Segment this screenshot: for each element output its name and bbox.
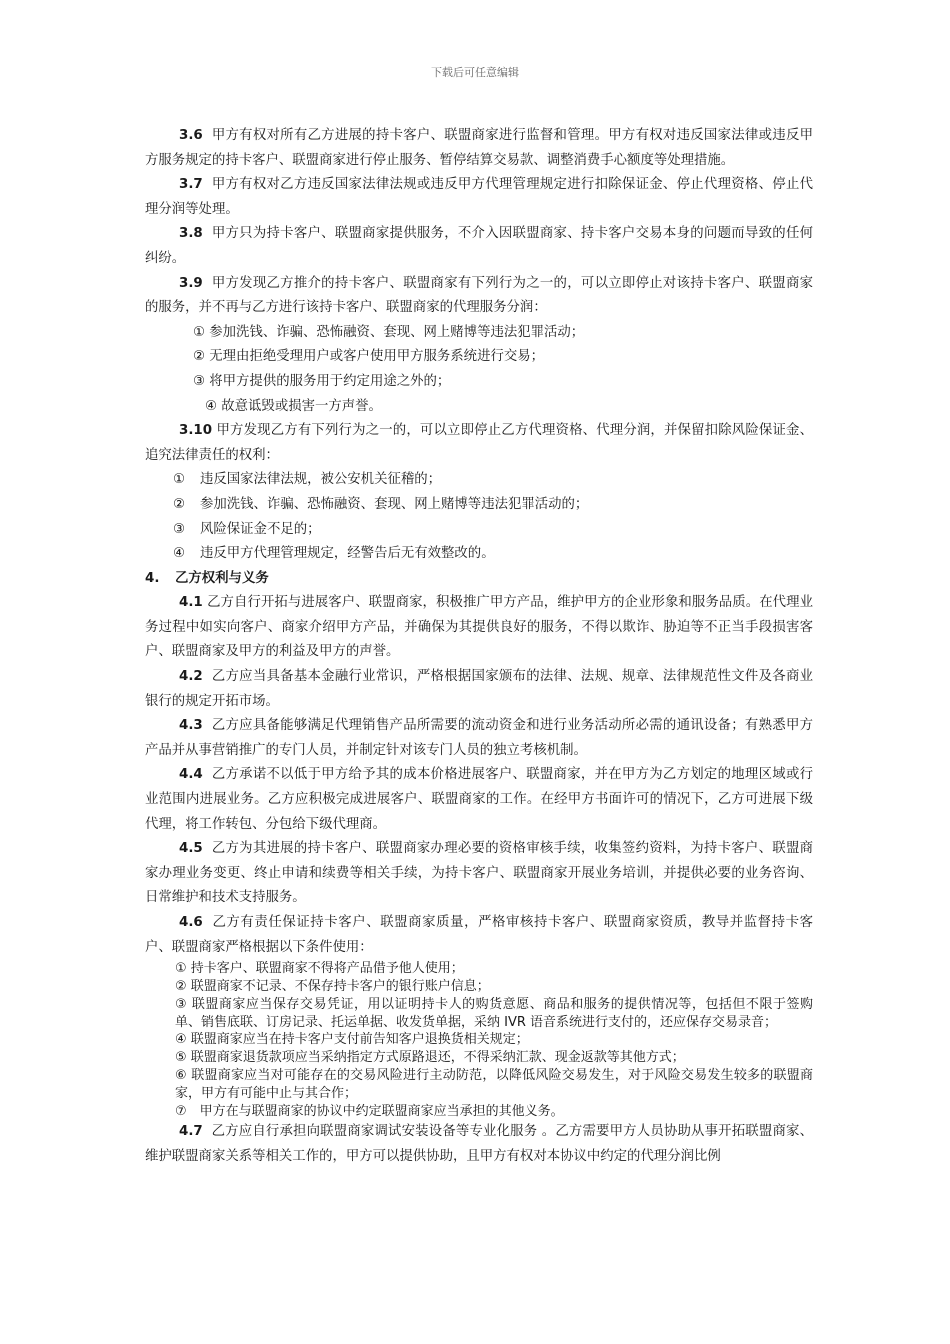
clause-number: 4.7 <box>179 1124 203 1140</box>
clause-text: 乙方承诺不以低于甲方给予其的成本价格进展客户、联盟商家，并在甲方为乙方划定的地理区域或行业范围内进展业务。乙方应积极完成进展客户、联盟商家的工作。在经甲方书面许可的情况下，乙方可进展下级代理，将工作转包、分包给下级代理商。 <box>145 767 814 832</box>
clause-number: 4.5 <box>179 841 203 857</box>
list-item: ① 参加洗钱、诈骗、恐怖融资、套现、网上赌博等违法犯罪活动； <box>193 324 585 340</box>
list-item: ② 无理由拒绝受理用户或客户使用甲方服务系统进行交易； <box>193 349 545 365</box>
list-marker: ④ <box>173 546 186 562</box>
clause-number: 4.1 <box>179 595 203 611</box>
clause-text: 乙方应具备能够满足代理销售产品所需要的流动资金和进行业务活动所必需的通讯设备；有熟悉甲方产品并从事营销推广的专门人员，并制定针对该专门人员的独立考核机制。 <box>145 718 814 758</box>
list-item: ③ 联盟商家应当保存交易凭证，用以证明持卡人的购货意愿、商品和服务的提供情况等，包括但不限于签购单、销售底联、订房记录、托运单据、收发货单据，采纳 IVR 语音系统进行支付的，还应保存交易录音； <box>175 996 813 1030</box>
section-heading <box>145 567 813 592</box>
clause-3-6 <box>145 124 813 173</box>
list-marker: ③ <box>173 521 186 537</box>
list-marker: ① <box>173 472 186 488</box>
clause-text: 甲方只为持卡客户、联盟商家提供服务，不介入因联盟商家、持卡客户交易本身的问题而导致的任何纠纷。 <box>145 226 814 266</box>
clause-text: 甲方有权对所有乙方进展的持卡客户、联盟商家进行监督和管理。甲方有权对违反国家法律或违反甲方服务规定的持卡客户、联盟商家进行停止服务、暂停结算交易款、调整消费手心额度等处理措施。 <box>145 128 814 168</box>
clause-text: 甲方有权对乙方违反国家法律法规或违反甲方代理管理规定进行扣除保证金、停止代理资格、停止代理分润等处理。 <box>145 177 814 217</box>
clause-text: 乙方应自行承担向联盟商家调试安装设备等专业化服务 。乙方需要甲方人员协助从事开拓联盟商家、维护联盟商家关系等相关工作的，甲方可以提供协助，且甲方有权对本协议中约定的代理分润比例 <box>145 1124 813 1164</box>
clause-4-4 <box>145 763 813 837</box>
clause-text: 乙方为其进展的持卡客户、联盟商家办理必要的资格审核手续，收集签约资料，为持卡客户、联盟商家办理业务变更、终止申请和续费等相关手续，为持卡客户、联盟商家开展业务培训，并提供必要的业务咨询、日常维护和技术支持服务。 <box>145 841 814 906</box>
clause-4-7 <box>145 1120 813 1169</box>
clause-3-9 <box>145 272 813 321</box>
list-item: ① 持卡客户、联盟商家不得将产品借予他人使用； <box>175 961 464 977</box>
clause-4-1 <box>145 591 813 665</box>
list-item <box>145 493 813 518</box>
clause-text: 甲方发现乙方有下列行为之一的，可以立即停止乙方代理资格、代理分润，并保留扣除风险保证金、追究法律责任的权利： <box>145 423 813 463</box>
clause-number: 3.9 <box>179 275 203 291</box>
list-item <box>145 518 813 543</box>
list-marker: ② <box>173 496 186 512</box>
clause-text: 乙方应当具备基本金融行业常识，严格根据国家颁布的法律、法规、规章、法律规范性文件及各商业银行的规定开拓市场。 <box>145 669 814 709</box>
clause-3-8 <box>145 222 813 271</box>
list-text: 违反甲方代理管理规定，经警告后无有效整改的。 <box>200 546 495 562</box>
list-item <box>145 542 813 567</box>
clause-4-6 <box>145 911 813 960</box>
page-header: 下载后可任意编辑 <box>431 66 519 79</box>
clause-text: 乙方有责任保证持卡客户、联盟商家质量，严格审核持卡客户、联盟商家资质，教导并监督持卡客户、联盟商家严格根据以下条件使用： <box>145 915 814 955</box>
list-item: ⑤ 联盟商家退货款项应当采纳指定方式原路退还，不得采纳汇款、现金返款等其他方式； <box>175 1050 685 1066</box>
clause-4-3 <box>145 714 813 763</box>
clause-number: 3.10 <box>179 423 213 439</box>
clause-3-10 <box>145 419 813 468</box>
list-item: ④ 联盟商家应当在持卡客户支付前告知客户退换货相关规定； <box>175 1032 529 1048</box>
clause-number: 4.2 <box>179 669 203 685</box>
list-text: 参加洗钱、诈骗、恐怖融资、套现、网上赌博等违法犯罪活动的； <box>200 496 589 512</box>
clause-4-2 <box>145 665 813 714</box>
list-item: ② 联盟商家不记录、不保存持卡客户的银行账户信息； <box>175 978 490 994</box>
clause-number: 3.7 <box>179 177 203 193</box>
clause-number: 4.6 <box>179 915 203 930</box>
clause-4-5 <box>145 837 813 911</box>
list-item: ③ 将甲方提供的服务用于约定用途之外的； <box>193 373 451 389</box>
list-item: ⑥ 联盟商家应当对可能存在的交易风险进行主动防范，以降低风险交易发生，对于风险交易发生较多的联盟商家，甲方有可能中止与其合作； <box>175 1067 813 1101</box>
clause-text: 乙方自行开拓与进展客户、联盟商家，积极推广甲方产品，维护甲方的企业形象和服务品质。在代理业务过程中如实向客户、商家介绍甲方产品，并确保为其提供良好的服务，不得以欺诈、胁迫等不正当手段损害客户、联盟商家及甲方的利益及甲方的声誉。 <box>145 595 813 660</box>
list-item <box>145 468 813 493</box>
clause-number: 4.3 <box>179 718 203 734</box>
clause-text: 甲方发现乙方推介的持卡客户、联盟商家有下列行为之一的，可以立即停止对该持卡客户、联盟商家的服务，并不再与乙方进行该持卡客户、联盟商家的代理服务分润： <box>145 275 814 316</box>
list-item: ④ 故意诋毁或损害一方声誉。 <box>205 398 382 414</box>
list-item: ⑦ 甲方在与联盟商家的协议中约定联盟商家应当承担的其他义务。 <box>175 1103 564 1119</box>
list-text: 违反国家法律法规，被公安机关征稽的； <box>200 472 442 488</box>
clause-number: 3.6 <box>179 128 203 143</box>
document-body <box>145 124 813 1170</box>
section-title: 乙方权利与义务 <box>175 570 269 586</box>
clause-number: 4.4 <box>179 767 203 783</box>
list-text: 风险保证金不足的； <box>200 521 321 537</box>
section-number: 4. <box>145 570 160 586</box>
clause-3-7 <box>145 173 813 222</box>
clause-number: 3.8 <box>179 226 203 242</box>
